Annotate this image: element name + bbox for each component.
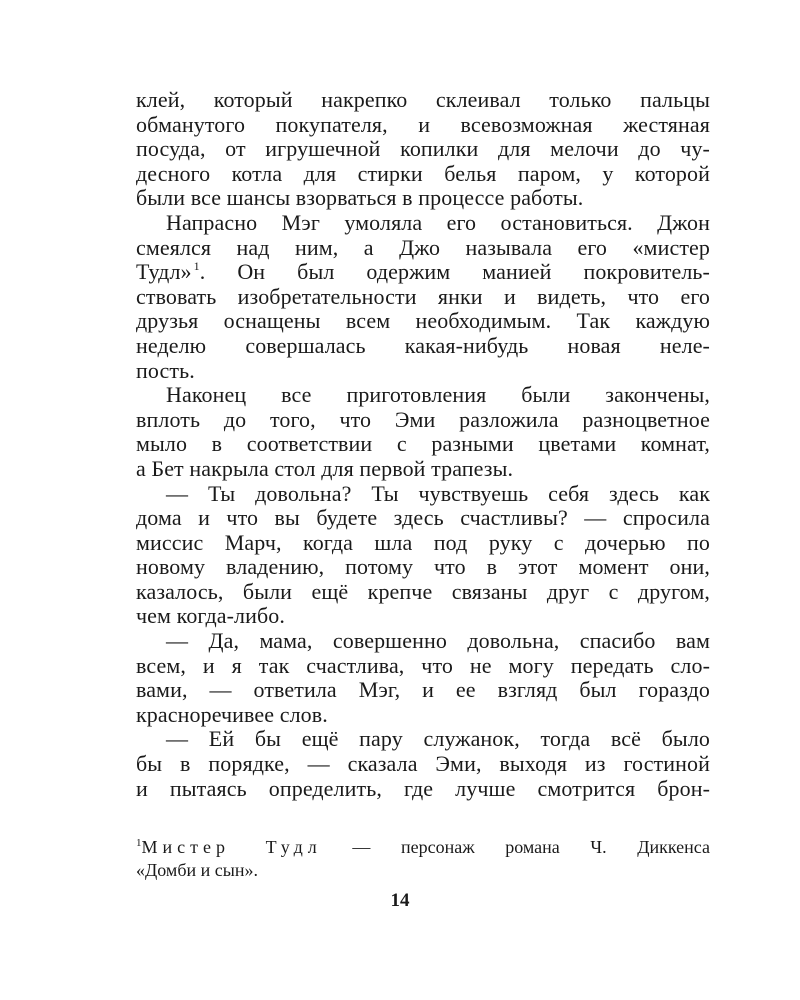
text-line: десного котла для стирки белья паром, у которой [136, 160, 710, 186]
text-line: ствовать изобретательности янки и видеть, что его [136, 283, 710, 309]
text-line: смеялся над ним, а Джо называла его «мистер [136, 234, 710, 260]
text-line: — Ты довольна? Ты чувствуешь себя здесь как [166, 480, 710, 506]
text-line: казалось, были ещё крепче связаны друг с другом, [136, 578, 710, 604]
text-line: вами, — ответила Мэг, и ее взгляд был гораздо [136, 677, 710, 703]
text-line: Наконец все приготовления были закончены, [166, 382, 710, 408]
text-line: бы в порядке, — сказала Эми, выходя из гостиной [136, 751, 710, 777]
text-line: чем когда-либо. [136, 603, 285, 629]
body-text [136, 88, 710, 801]
text-line: посуда, от игрушечной копилки для мелочи до чу- [136, 136, 710, 162]
text-line: а Бет накрыла стол для первой трапезы. [136, 455, 514, 481]
footnote-line [136, 836, 710, 859]
footnote-line: «Домби и сын». [136, 860, 258, 880]
text-line: пость. [136, 357, 195, 383]
text-line: всем, и я так счастлива, что не могу передать сло- [136, 652, 710, 678]
text-line: — Ей бы ещё пару служанок, тогда всё было [166, 726, 710, 752]
page-number: 14 [390, 890, 410, 911]
text-line: обманутого покупателя, и всевозможная жестяная [136, 111, 710, 137]
text-line: мыло в соответствии с разными цветами комнат, [136, 431, 710, 457]
text-line: миссис Марч, когда шла под руку с дочерью по [136, 529, 710, 555]
footnote-ref-text: Тудл» [136, 259, 192, 285]
text-line: друзья оснащены всем необходимым. Так каждую [136, 308, 710, 334]
text-line: дома и что вы будете здесь счастливы? — спросила [136, 505, 710, 531]
text-line: новому владению, потому что в этот момент они, [136, 554, 710, 580]
text-line: клей, который накрепко склеивал только пальцы [136, 87, 710, 112]
footnote-ref-marker: 1 [193, 259, 200, 274]
text-line: неделю совершалась какая-нибудь новая неле- [136, 332, 710, 358]
text-line: — Да, мама, совершенно довольна, спасибо вам [166, 628, 710, 654]
text-line [136, 260, 710, 285]
footnote-marker: 1 [136, 837, 142, 849]
text-line: красноречивее слов. [136, 701, 328, 727]
text-line: Напрасно Мэг умоляла его остановиться. Джон [166, 209, 710, 235]
text-line: вплоть до того, что Эми разложила разноцветное [136, 406, 710, 432]
footnote [136, 836, 710, 882]
text-line: и пытаясь определить, где лучше смотрится брон- [136, 775, 710, 801]
text-line: были все шансы взорваться в процессе работы. [136, 185, 584, 211]
footnote-term: Мистер Тудл [141, 837, 322, 857]
footnote-description: — персонаж романа Ч. Диккенса [321, 837, 710, 857]
footnote-ref-continuation: . Он был одержим манией покровитель- [199, 259, 710, 285]
